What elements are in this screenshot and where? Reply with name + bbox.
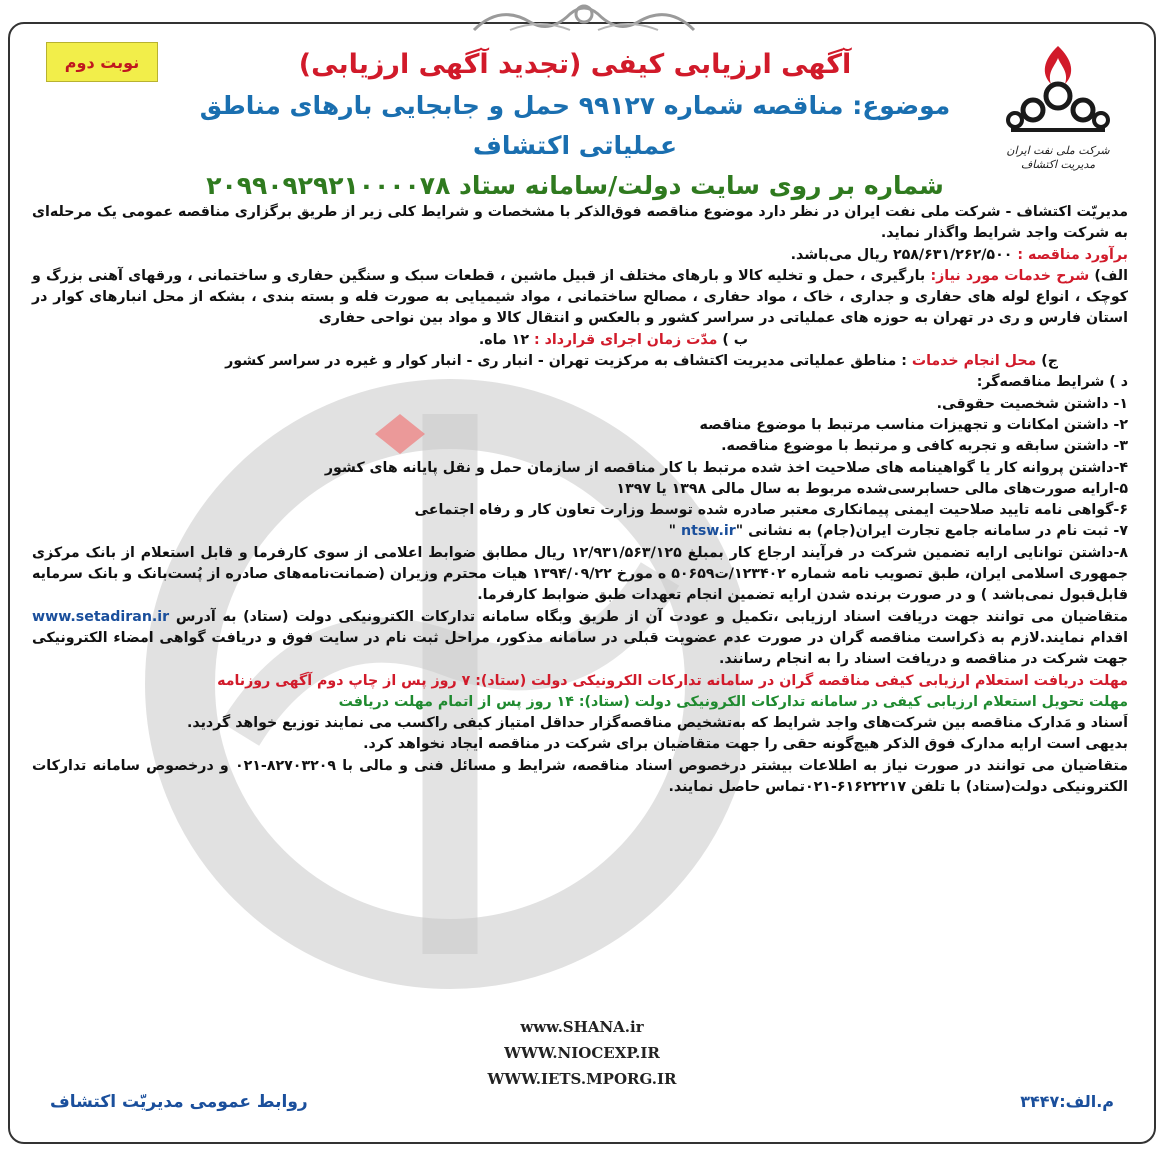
second-round-badge: نوبت دوم	[46, 42, 158, 82]
condition-item: ۵-ارایه صورت‌های مالی حسابرسی‌شده مربوط به سال مالی ۱۳۹۸ یا ۱۳۹۷	[616, 480, 1128, 497]
contact-paragraph: متقاضیان می توانند در صورت نیاز به اطلاعات بیشتر درخصوص اسناد مناقصه، شرایط و مسائل فنی و مالی با ۸۲۷۰۳۲۰۹-۰۲۱ و درخصوص سامانه تدارکات الکترونیکی دولت(ستاد) با تلفن ۶۱۶۲۲۲۱۷-۰۲۱تماس حاصل نمایند.	[32, 757, 1129, 796]
niocexp-link[interactable]: WWW.NIOCEXP.IR	[504, 1044, 660, 1062]
deadline-receive: مهلت دریافت استعلام ارزیابی کیفی مناقصه گران در سامانه تدارکات الکرونیکی دولت (ستاد): ۷ روز پس از چاپ دوم آگهی روزنامه	[217, 672, 1128, 689]
duration-value: ۱۲ ماه.	[478, 331, 529, 348]
duration-label: مدّت زمان اجرای قرارداد :	[533, 331, 718, 348]
notice-body	[32, 202, 1128, 798]
condition-7-text: ۷- ثبت نام در سامانه جامع تجارت ایران(جام) به نشانی "	[735, 523, 1128, 540]
shana-link[interactable]: www.SHANA.ir	[520, 1018, 644, 1036]
services-paragraph	[32, 266, 1128, 330]
estimate-label: برآورد مناقصه :	[1017, 246, 1128, 263]
condition-7-end: "	[668, 523, 681, 540]
notice-title: آگهی ارزیابی کیفی (تجدید آگهی ارزیابی)	[298, 49, 852, 80]
setadiran-link[interactable]: www.setadiran.ir	[32, 608, 170, 625]
notice-subject: موضوع: مناقصه شماره ۹۹۱۲۷ حمل و جابجایی بارهای مناطق عملیاتی اکتشاف	[199, 91, 951, 160]
location-text: : مناطق عملیاتی مدیریت اکتشاف به مرکزیت تهران - انبار ری - انبار کوار و غیره در سراسر کشور	[225, 353, 907, 370]
services-prefix: الف)	[1094, 267, 1128, 284]
no-right-note: بدیهی است ارایه مدارک فوق الذکر هیچ‌گونه حقی را جهت متقاضیان برای شرکت در مناقصه ایجاد نخواهد کرد.	[363, 736, 1128, 753]
services-label: شرح خدمات مورد نیاز:	[930, 267, 1090, 284]
notice-frame	[8, 22, 1156, 1144]
conditions-heading: د ) شرایط مناقصه‌گر:	[976, 374, 1128, 391]
notice-header	[160, 46, 990, 206]
estimate-value: ۲۵۸/۶۳۱/۲۶۲/۵۰۰ ریال می‌باشد.	[790, 246, 1013, 263]
condition-item-guarantee: ۸-داشتن توانایی ارایه تضمین شرکت در فرآیند ارجاع کار بمبلغ ۱۲/۹۳۱/۵۶۳/۱۲۵ ریال مطابق ضوابط اعلامی از سوی کارفرما و قابل استعلام از بانک مرکزی جمهوری اسلامی ایران، طبق تصویب نامه شماره ۱۲۳۴۰۲/ت۵۰۶۵۹ ه مورخ ۱۳۹۴/۰۹/۲۲ هیات محترم وزیران (ضمانت‌نامه‌های صادره از پُست‌بانک و بانک سرمایه قابل‌قبول نمی‌باشد ) و در صورت برنده شدن ارایه تضمین انجام تعهدات طبق ضوابط کارفرما.	[32, 544, 1128, 604]
logo-caption-company: شرکت ملی نفت ایران	[1006, 144, 1110, 157]
top-ornament	[470, 0, 698, 36]
location-line	[32, 351, 1128, 372]
flame-emblem-icon	[1003, 38, 1113, 138]
applicants-text-1: متقاضیان می توانند جهت دریافت اسناد ارزیابی ،تکمیل و عودت آن از طریق وبگاه سامانه تدارکات الکترونیکی دولت (ستاد) به آدرس	[169, 608, 1128, 625]
duration-prefix: ب )	[722, 331, 748, 348]
deadline-deliver: مهلت تحویل استعلام ارزیابی کیفی در سامانه تدارکات الکرونیکی دولت (ستاد): ۱۴ روز پس از اتمام مهلت دریافت	[338, 693, 1128, 710]
condition-item: ۱- داشتن شخصیت حقوقی.	[936, 395, 1128, 412]
location-prefix: ج)	[1041, 353, 1058, 370]
services-text: بارگیری ، حمل و تخلیه کالا و بارهای مختلف از قبیل ماشین ، قطعات سبک و سنگین حفاری و ساختمانی ، ورقهای آهنی بزرگ و کوچک ، انواع لوله های حفاری و جداری ، خاک ، مواد حفاری ، مصالح ساختمانی ، مواد شیمیایی به صورت فله و بسته بندی ، بشکه از محل انبارهای کوار در استان فارس و ری در تهران به حوزه های عملیاتی در سراسر کشور و بالعکس و انتقال کالا و مواد بین نواحی حفاری	[32, 267, 1128, 327]
applicants-paragraph	[32, 607, 1128, 671]
docs-distribution: اَسناد و مَدارک مناقصه بین شرکت‌های واجد شرایط که به‌تشخیص مناقصه‌گزار حداقل امتیاز کیفی راکسب می نمایند توزیع خواهد گردید.	[187, 715, 1128, 732]
condition-item: ۴-داشتن پروانه کار یا گواهینامه های صلاحیت اخذ شده مرتبط با کار مناقصه از سازمان حمل و نقل پایانه های کشور	[324, 459, 1128, 476]
duration-line	[32, 330, 1128, 351]
condition-item: ۶-گواهی نامه تایید صلاحیت ایمنی پیمانکاری معتبر صادره شده توسط وزارت تعاون کار و رفاه اجتماعی	[414, 502, 1128, 519]
logo-caption-department: مدیریت اکتشاف	[1020, 158, 1096, 171]
ad-code: م.الف:۳۴۴۷	[1020, 1092, 1114, 1111]
condition-item: ۳- داشتن سابقه و تجربه کافی و مرتبط با موضوع مناقصه.	[721, 438, 1128, 455]
intro-paragraph: مدیریّت اکتشاف - شرکت ملی نفت ایران در نظر دارد موضوع مناقصه فوق‌الذکر با مشخصات و شرایط کلی زیر از طریق برگزاری مناقصه عمومی یک مرحله‌ای به شرکت واجد شرایط واگذار نماید.	[32, 204, 1128, 242]
iets-link[interactable]: WWW.IETS.MPORG.IR	[487, 1070, 677, 1088]
setad-number: شماره بر روی سایت دولت/سامانه ستاد ۲۰۹۹۰۹۲۹۲۱۰۰۰۰۷۸	[206, 171, 944, 200]
public-relations-signature: روابط عمومی مدیریّت اکتشاف	[50, 1092, 308, 1112]
applicants-text-2: اقدام نمایند.لازم به ذکراست مناقصه گران در صورت عدم عضویت قبلی در سامانه مذکور، مراحل ثبت نام در سایت فوق و دریافت گواهی امضاء الکترونیکی جهت شرکت در مناقصه و دریافت اسناد را به انجام رسانند.	[32, 629, 1128, 668]
condition-item: ۲- داشتن امکانات و تجهیزات مناسب مرتبط با موضوع مناقصه	[699, 416, 1128, 433]
website-list	[10, 1014, 1154, 1092]
estimate-line	[32, 245, 1128, 266]
ntsw-link[interactable]: ntsw.ir	[680, 523, 736, 540]
location-label: محل انجام خدمات	[911, 353, 1037, 370]
nioc-logo	[998, 38, 1118, 188]
condition-item-jam	[32, 521, 1128, 542]
